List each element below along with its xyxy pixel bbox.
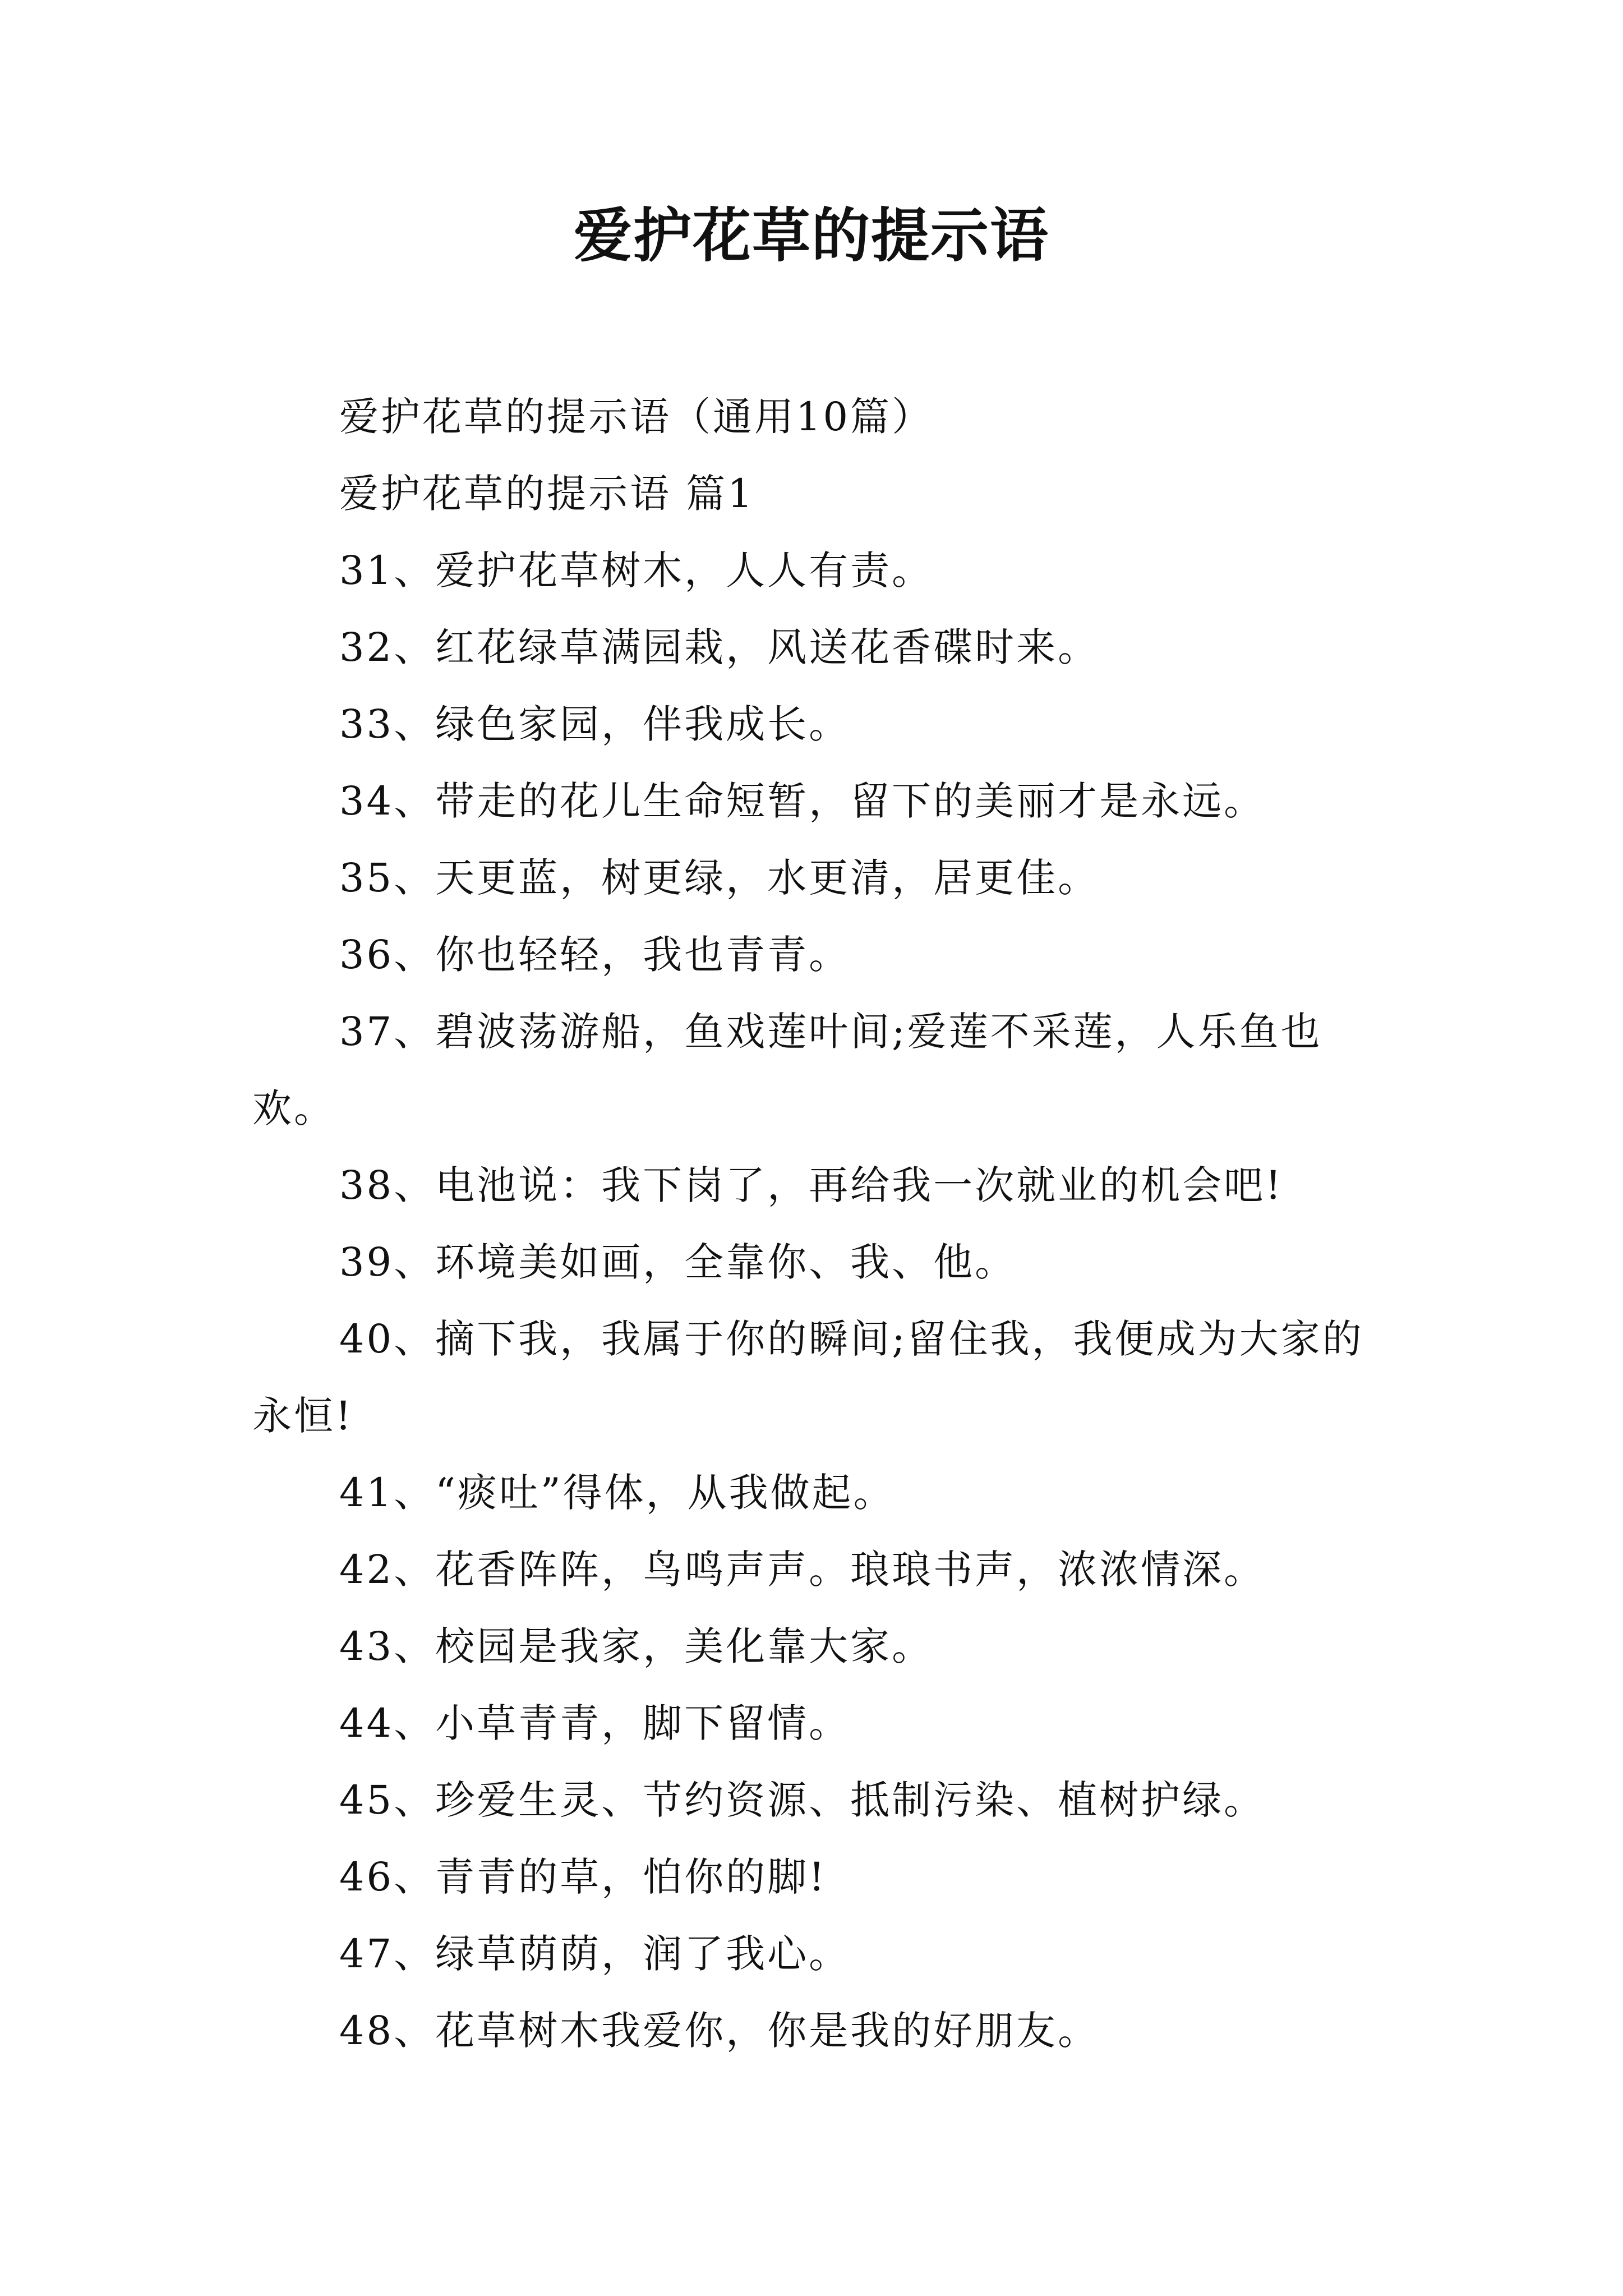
document-title: 爱护花草的提示语	[573, 201, 1049, 270]
list-item-44: 44、小草青青，脚下留情。	[339, 1700, 851, 1746]
list-item-46: 46、青青的草，怕你的脚!	[339, 1854, 827, 1900]
list-item-35: 35、天更蓝，树更绿，水更清，居更佳。	[339, 855, 1100, 901]
list-item-43: 43、校园是我家，美化靠大家。	[339, 1623, 934, 1669]
list-item-39: 39、环境美如画，全靠你、我、他。	[339, 1239, 1017, 1285]
list-item-40: 40、摘下我，我属于你的瞬间;留住我，我便成为大家的永恒!	[252, 1316, 1364, 1439]
list-item-33: 33、绿色家园，伴我成长。	[339, 701, 851, 747]
paragraph-section-heading: 爱护花草的提示语 篇1	[339, 471, 755, 517]
list-item-48: 48、花草树木我爱你，你是我的好朋友。	[339, 2008, 1100, 2054]
list-item-38: 38、电池说：我下岗了，再给我一次就业的机会吧!	[339, 1162, 1284, 1208]
list-item-42: 42、花香阵阵，鸟鸣声声。琅琅书声，浓浓情深。	[339, 1547, 1266, 1593]
list-item-45: 45、珍爱生灵、节约资源、抵制污染、植树护绿。	[339, 1777, 1266, 1823]
list-item-47: 47、绿草荫荫，润了我心。	[339, 1931, 851, 1977]
paragraph-intro: 爱护花草的提示语（通用10篇）	[339, 394, 934, 440]
list-item-41: 41、“痰吐”得体，从我做起。	[339, 1470, 895, 1516]
list-item-32: 32、红花绿草满园栽，风送花香碟时来。	[339, 624, 1100, 670]
list-item-34: 34、带走的花儿生命短暂，留下的美丽才是永远。	[339, 778, 1266, 824]
list-item-31: 31、爱护花草树木，人人有责。	[339, 547, 934, 593]
document-body	[252, 379, 1380, 2069]
list-item-37: 37、碧波荡游船，鱼戏莲叶间;爱莲不采莲，人乐鱼也欢。	[252, 1009, 1322, 1131]
list-item-36: 36、你也轻轻，我也青青。	[339, 932, 851, 978]
